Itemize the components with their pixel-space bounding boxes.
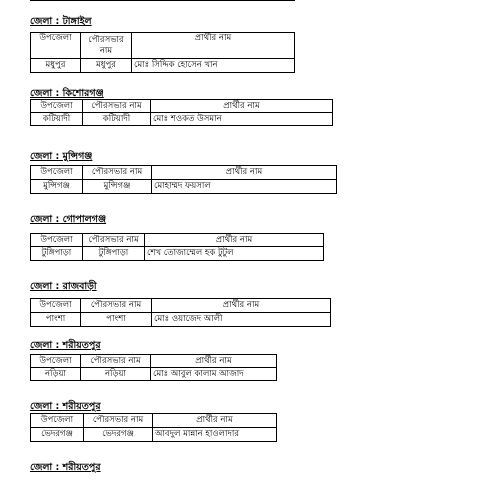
district-title: জেলা : মুন্সিগঞ্জ [30, 151, 93, 162]
header-pourashava: পৌরসভার নাম [83, 234, 145, 247]
table-row [31, 180, 337, 194]
cell-pourashava: পাংশা [81, 313, 152, 327]
cell-candidate: মোহাম্মদ ফয়সাল [152, 180, 337, 194]
candidate-table [30, 413, 277, 442]
header-upazila: উপজেলা [31, 33, 81, 59]
header-candidate: প্রার্থীর নাম [152, 166, 337, 180]
candidate-table [30, 298, 331, 327]
cell-upazila: পাংশা [31, 313, 81, 327]
header-candidate: প্রার্থীর নাম [145, 234, 324, 247]
district-title: জেলা : শরীয়তপুর [30, 462, 101, 473]
header-pourashava: পৌরসভার নাম [81, 299, 152, 313]
top-rule [30, 0, 295, 1]
header-pourashava: পৌরসভার নাম [81, 355, 151, 368]
cell-upazila: কটিয়াদী [31, 113, 83, 126]
header-pourashava: পৌরসভার নাম [83, 166, 152, 180]
cell-candidate: মোঃ শওকত উসমান [151, 113, 333, 126]
cell-pourashava: মধুপুর [81, 59, 132, 73]
table-row [31, 313, 331, 327]
cell-pourashava: টুঙ্গিপাড়া [83, 247, 145, 261]
district-title: জেলা : গোপালগঞ্জ [30, 214, 107, 225]
candidate-table [30, 233, 324, 261]
header-candidate: প্রার্থীর নাম [152, 299, 331, 313]
cell-upazila: মধুপুর [31, 59, 81, 73]
cell-pourashava: মুন্সিগঞ্জ [83, 180, 152, 194]
district-title: জেলা : রাজবাড়ী [30, 281, 97, 292]
header-upazila: উপজেলা [31, 414, 84, 428]
table-header-row [31, 166, 337, 180]
table-header-row [31, 414, 277, 428]
header-pourashava: পৌরসভার নাম [81, 33, 132, 59]
cell-candidate: মোঃ সিদ্দিক হোসেন খান [132, 59, 295, 73]
candidate-table [30, 165, 337, 194]
header-candidate: প্রার্থীর নাম [151, 100, 333, 113]
header-pourashava: পৌরসভার নাম [83, 100, 151, 113]
cell-upazila: টুঙ্গিপাড়া [31, 247, 83, 261]
district-title: জেলা : শরীয়তপুর [30, 340, 101, 351]
cell-pourashava: ভেদরগঞ্জ [84, 428, 153, 442]
cell-upazila: মুন্সিগঞ্জ [31, 180, 83, 194]
candidate-table [30, 354, 277, 381]
header-upazila: উপজেলা [31, 100, 83, 113]
table-header-row [31, 100, 333, 113]
table-row [31, 113, 333, 126]
cell-candidate: শেখ তোজাম্মেল হক টুটুল [145, 247, 324, 261]
table-header-row [31, 355, 277, 368]
cell-candidate: মোঃ আবুল কালাম আজাদ [151, 368, 277, 381]
cell-pourashava: নড়িয়া [81, 368, 151, 381]
district-title: জেলা : শরীয়তপুর [30, 401, 101, 412]
cell-upazila: ভেদরগঞ্জ [31, 428, 84, 442]
table-header-row [31, 299, 331, 313]
header-upazila: উপজেলা [31, 166, 83, 180]
header-pourashava: পৌরসভার নাম [84, 414, 153, 428]
table-row [31, 59, 295, 73]
header-upazila: উপজেলা [31, 299, 81, 313]
candidate-table [30, 32, 295, 73]
header-candidate: প্রার্থীর নাম [132, 33, 295, 59]
table-header-row [31, 33, 295, 59]
cell-upazila: নড়িয়া [31, 368, 81, 381]
header-candidate: প্রার্থীর নাম [153, 414, 277, 428]
header-candidate: প্রার্থীর নাম [151, 355, 277, 368]
table-header-row [31, 234, 324, 247]
header-upazila: উপজেলা [31, 355, 81, 368]
cell-candidate: আবদুল মান্নান হাওলাদার [153, 428, 277, 442]
candidate-table [30, 99, 333, 126]
table-row [31, 368, 277, 381]
header-upazila: উপজেলা [31, 234, 83, 247]
table-row [31, 428, 277, 442]
table-row [31, 247, 324, 261]
district-title: জেলা : কিশোরগঞ্জ [30, 88, 104, 99]
cell-candidate: মোঃ ওয়াজেদ আলী [152, 313, 331, 327]
district-title: জেলা : টাঙ্গাইল [30, 16, 92, 27]
cell-pourashava: কটিয়াদী [83, 113, 151, 126]
